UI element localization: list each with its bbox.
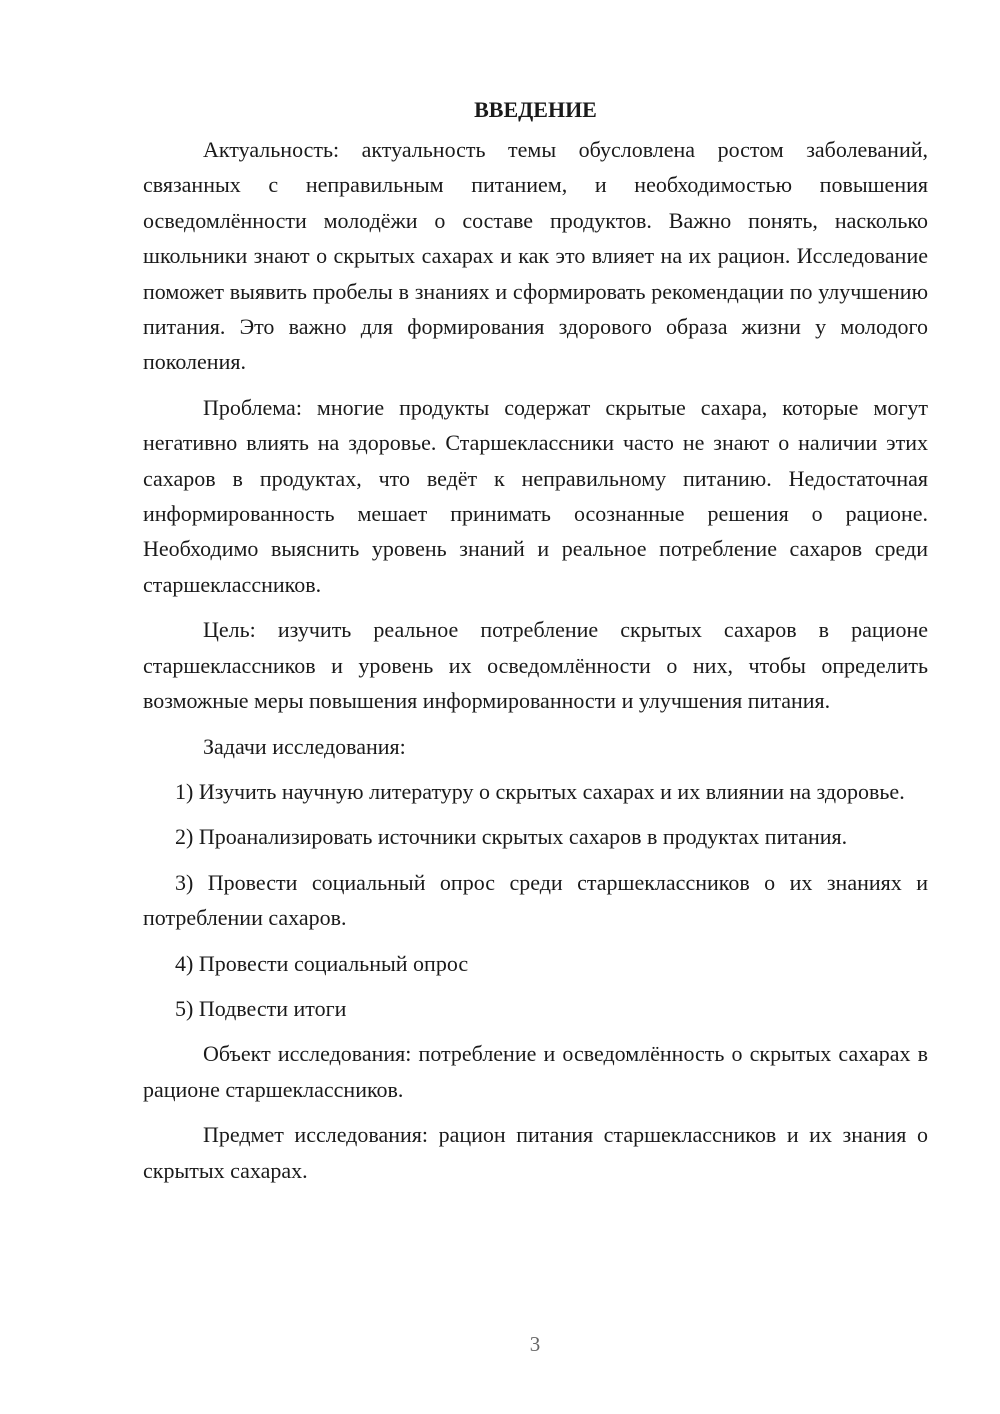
page-number: 3 bbox=[529, 1332, 541, 1356]
document-page bbox=[143, 88, 928, 1198]
tasks-label: Задачи исследования: bbox=[203, 733, 406, 759]
task-item-4: 4) Провести социальный опрос bbox=[175, 950, 469, 976]
paragraph-relevance: Актуальность: актуальность темы обусловлена ростом заболеваний, связанных с неправильным питанием, и необходимостью повышения осведомлённости молодёжи о составе продуктов. Важно понять, насколько школьники знают о скрытых сахарах и как это влияет на их рацион. Исследование поможет выявить пробелы в знаниях и сформировать рекомендации по улучшению питания. Это важно для формирования здорового образа жизни у молодого поколения. bbox=[143, 137, 928, 375]
task-item-1: 1) Изучить научную литературу о скрытых сахарах и их влиянии на здоровье. bbox=[175, 778, 905, 804]
paragraph-object: Объект исследования: потребление и осведомлённость о скрытых сахарах в рационе старшеклассников. bbox=[143, 1041, 928, 1102]
paragraph-goal: Цель: изучить реальное потребление скрытых сахаров в рационе старшеклассников и уровень их осведомлённости о них, чтобы определить возможные меры повышения информированности и улучшения питания. bbox=[143, 617, 928, 714]
task-item-3: 3) Провести социальный опрос среди старшеклассников о их знаниях и потреблении сахаров. bbox=[143, 869, 928, 931]
paragraph-problem: Проблема: многие продукты содержат скрытые сахара, которые могут негативно влиять на здоровье. Старшеклассники часто не знают о наличии этих сахаров в продуктах, что ведёт к неправильному питанию. Недостаточная информированность мешает принимать осознанные решения о рационе. Необходимо выяснить уровень знаний и реальное потребление сахаров среди старшеклассников. bbox=[143, 394, 928, 597]
paragraph-subject: Предмет исследования: рацион питания старшеклассников и их знания о скрытых сахарах. bbox=[143, 1122, 928, 1183]
task-item-2: 2) Проанализировать источники скрытых сахаров в продуктах питания. bbox=[175, 824, 848, 850]
task-item-5: 5) Подвести итоги bbox=[175, 995, 347, 1021]
page-title: ВВЕДЕНИЕ bbox=[474, 97, 597, 122]
